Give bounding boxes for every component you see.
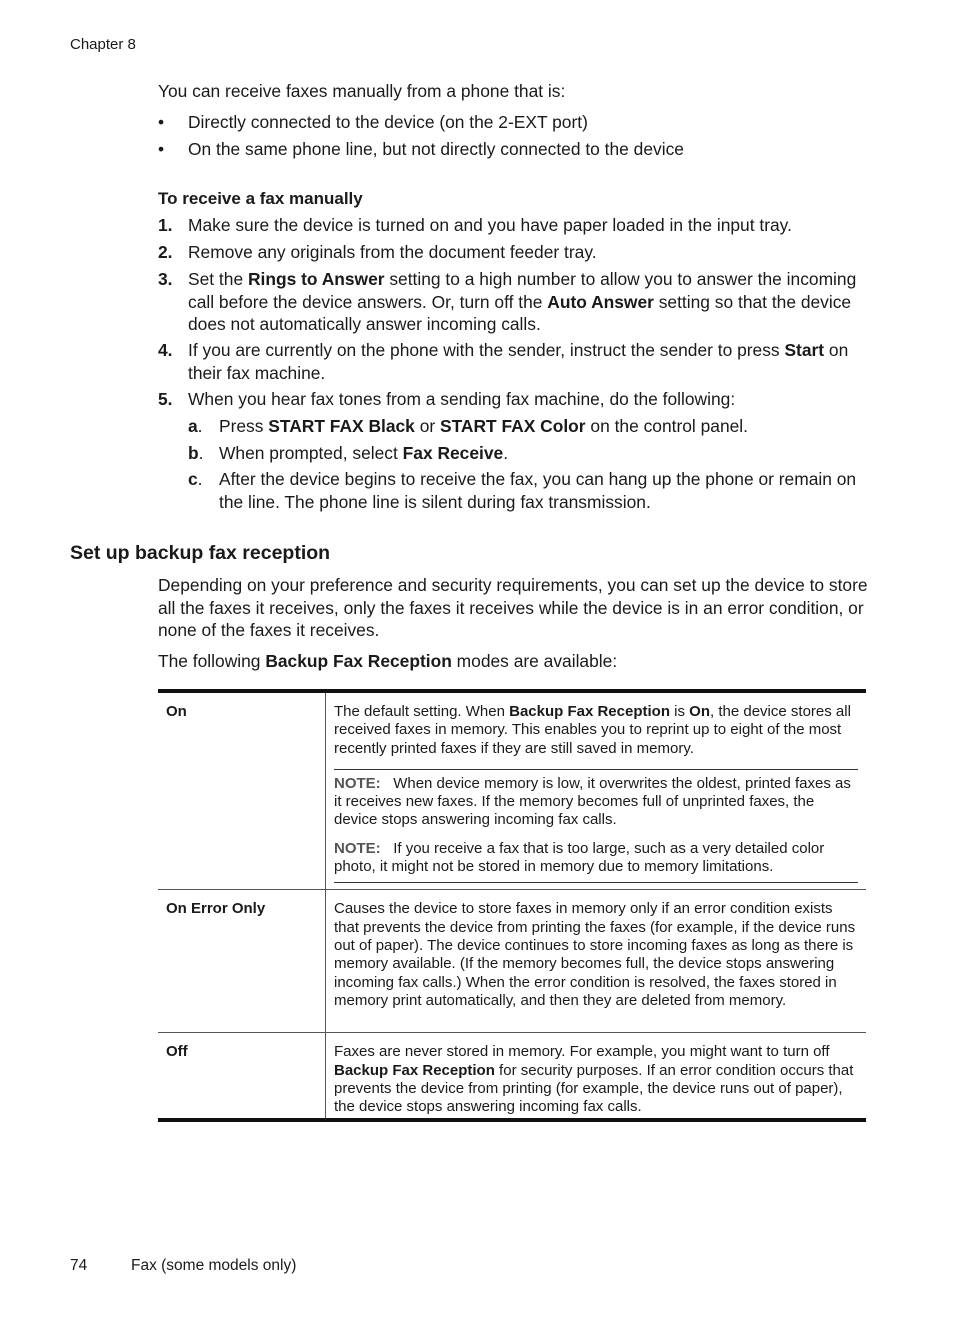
note-label: NOTE: bbox=[334, 839, 381, 857]
mode-term: On Error Only bbox=[158, 890, 326, 1033]
step-number: 5. bbox=[158, 389, 173, 409]
step-text: If you are currently on the phone with the sender, instruct the sender to press Start on their fax machine. bbox=[188, 340, 849, 383]
description-text: The default setting. When Backup Fax Reception is On, the device stores all received faxes in memory. This enables you to reprint up to eight of the most recently printed faxes if they are still saved in memory. bbox=[334, 703, 851, 757]
table-row bbox=[158, 691, 866, 890]
step-text: When you hear fax tones from a sending fax machine, do the following: bbox=[188, 389, 736, 409]
backup-modes-table bbox=[158, 689, 866, 1122]
section-title: Set up backup fax reception bbox=[70, 542, 331, 564]
substep-letter: c. bbox=[188, 469, 203, 489]
step-number: 2. bbox=[158, 242, 173, 262]
mode-description bbox=[326, 691, 867, 890]
step-text: Set the Rings to Answer setting to a high number to allow you to answer the incoming call before the device answers. Or, turn off the Auto Answer setting so that the device does not automatically answer incoming calls. bbox=[188, 269, 857, 334]
substep-text: Press START FAX Black or START FAX Color on the control panel. bbox=[219, 416, 748, 436]
step-number: 4. bbox=[158, 340, 173, 360]
note-block bbox=[334, 769, 858, 883]
footer-title: Fax (some models only) bbox=[131, 1257, 297, 1274]
table-row bbox=[158, 1033, 866, 1120]
table-row bbox=[158, 890, 866, 1033]
note-label: NOTE: bbox=[334, 774, 381, 792]
bullet-icon: • bbox=[158, 139, 165, 159]
step-text: Make sure the device is turned on and you have paper loaded in the input tray. bbox=[188, 215, 792, 235]
intro-text: You can receive faxes manually from a phone that is: bbox=[158, 81, 566, 101]
section-paragraph: Depending on your preference and security requirements, you can set up the device to store all the faxes it receives, only the faxes it receives while the device is in an error condition, or none of the faxes it receives. bbox=[158, 575, 868, 640]
substep-letter: a. bbox=[188, 416, 203, 436]
note: NOTE: When device memory is low, it overwrites the oldest, printed faxes as it receives new faxes. If the memory becomes full of unprinted faxes, the device stops answering incoming fax calls. bbox=[334, 774, 851, 829]
modes-intro: The following Backup Fax Reception modes are available: bbox=[158, 651, 618, 671]
substep-text: After the device begins to receive the fax, you can hang up the phone or remain on the line. The phone line is silent during fax transmission. bbox=[219, 469, 857, 512]
step-number: 1. bbox=[158, 215, 173, 235]
mode-term: On bbox=[158, 691, 326, 890]
note: NOTE: If you receive a fax that is too large, such as a very detailed color photo, it might not be stored in memory due to memory limitations. bbox=[334, 840, 858, 884]
step-text: Remove any originals from the document feeder tray. bbox=[188, 242, 597, 262]
step-number: 3. bbox=[158, 269, 173, 289]
bullet-icon: • bbox=[158, 112, 165, 132]
bullet-text: On the same phone line, but not directly connected to the device bbox=[188, 139, 684, 159]
page-number: 74 bbox=[70, 1257, 88, 1274]
substep-text: When prompted, select Fax Receive. bbox=[219, 443, 509, 463]
chapter-header: Chapter 8 bbox=[70, 36, 136, 53]
mode-description: Faxes are never stored in memory. For example, you might want to turn off Backup Fax Reception for security purposes. If an error condition occurs that prevents the device from printing (for example, the device runs out of paper), the device stops answering incoming fax calls. bbox=[326, 1033, 867, 1120]
bullet-text: Directly connected to the device (on the 2-EXT port) bbox=[188, 112, 588, 132]
procedure-title: To receive a fax manually bbox=[158, 189, 363, 208]
mode-description: Causes the device to store faxes in memory only if an error condition exists that prevents the device from printing the faxes (for example, if the device runs out of paper). The device continues to store incoming faxes as long as there is memory available. (If the memory becomes full, the device stops answering incoming fax calls.) When the error condition is resolved, the faxes stored in memory print automatically, and then they are deleted from memory. bbox=[326, 890, 867, 1033]
substep-letter: b. bbox=[188, 443, 204, 463]
mode-term: Off bbox=[158, 1033, 326, 1120]
